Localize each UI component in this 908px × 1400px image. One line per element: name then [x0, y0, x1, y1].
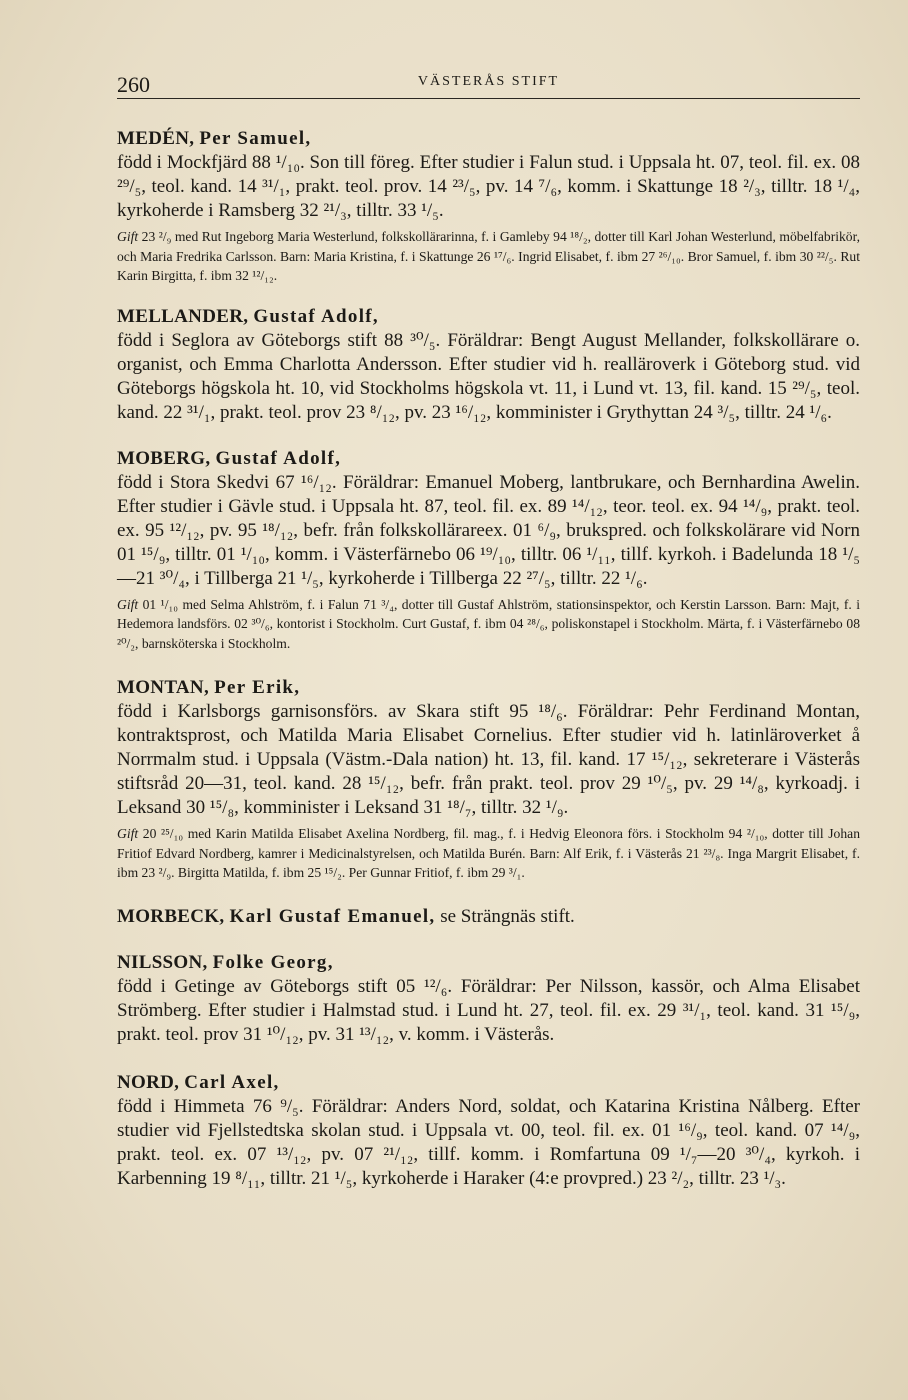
family-label: Gift [117, 826, 139, 841]
entry-name: NORD, Carl Axel, [117, 1071, 280, 1093]
entry-name: MORBECK, Karl Gustaf Emanuel, [117, 905, 436, 927]
family-label: Gift [117, 596, 139, 612]
entry-text: född i Mockfjärd 88 ¹/₁₀. Son till föreg. Efter studier i Falun stud. i Uppsala ht. 07, teol. fil. ex. 08 ²⁹/₅, teol. kand. 14 ³¹/₁, prakt. teol. prov. 14 ²³/₅, pv. 14 ⁷/₆, komm. i Skattunge 18 ²/₃, tilltr. 18 ¹/₄, kyrkoherde i Ramsberg 32 ²¹/₃, tilltr. 33 ¹/₅. [117, 152, 860, 221]
entry-family [117, 595, 860, 654]
entry-body [117, 951, 860, 1047]
entry-name: MONTAN, Per Erik, [117, 677, 301, 698]
entry-moberg [117, 447, 860, 654]
family-text: 20 ²⁵/₁₀ med Karin Matilda Elisabet Axelina Nordberg, fil. mag., f. i Hedvig Eleonora förs. i Stockholm 94 ²/₁₀, dotter till Johan Fritiof Edvard Nordberg, kamrer i Medicinalstyrelsen, och Matilda Burén. Barn: Alf Erik, f. i Västerås 21 ²³/₈. Inga Margrit Elisabet, f. ibm 23 ²/₉. Birgitta Matilda, f. ibm 25 ¹⁵/₂. Per Gunnar Fritiof, f. ibm 29 ³/₁. [117, 826, 860, 880]
entry-body [117, 305, 860, 425]
entry-name: NILSSON, Folke Georg, [117, 951, 334, 973]
entry-body [117, 1071, 860, 1191]
entry-morbeck [117, 905, 860, 929]
entry-name: MOBERG, Gustaf Adolf, [117, 447, 342, 469]
entry-text: född i Stora Skedvi 67 ¹⁶/₁₂. Föräldrar: Emanuel Moberg, lantbrukare, och Bernhardina Awelin. Efter studier i Gävle stud. i Uppsala ht. 87, teol. fil. ex. 89 ¹⁴/₁₂, teor. teol. ex. 94 ¹⁴/₉, prakt. teol. ex. 95 ¹²/₁₂, pv. 95 ¹⁸/₁₂, befr. från folkskollärareex. 01 ⁶/₉, brukspred. och folkskolärare vid Norn 01 ¹⁵/₉, tilltr. 01 ¹/₁₀, komm. i Västerfärnebo 06 ¹⁹/₁₀, tilltr. 06 ¹/₁₁, tillf. kyrkoh. i Badelunda 18 ¹/₅—21 ³⁰/₄, i Tillberga 21 ¹/₅, kyrkoherde i Tillberga 22 ²⁷/₅, tilltr. 22 ¹/₆. [117, 471, 860, 589]
entry-nord [117, 1071, 860, 1191]
entry-body [117, 676, 860, 820]
entries [117, 127, 860, 1191]
entry-nilsson [117, 951, 860, 1047]
page-number: 260 [117, 72, 150, 97]
family-text: 23 ²/₉ med Rut Ingeborg Maria Westerlund, folkskollärarinna, f. i Gamleby 94 ¹⁸/₂, dotter till Karl Johan Westerlund, möbelfabrikör, och Maria Fredrika Carlsson. Barn: Maria Kristina, f. i Skattunge 26 ¹⁷/₆. Ingrid Elisabet, f. ibm 27 ²⁶/₁₀. Bror Samuel, f. ibm 30 ²²/₅. Rut Karin Birgitta, f. ibm 32 ¹²/₁₂. [117, 229, 860, 283]
page-header [117, 70, 860, 99]
entry-body [117, 905, 860, 929]
entry-text: född i Seglora av Göteborgs stift 88 ³⁰/₅. Föräldrar: Bengt August Mellander, folkskollärare o. organist, och Emma Charlotta Andersson. Efter studier vid h. realläroverk i Göteborg stud. vid Göteborgs högskola ht. 10, vid Stockholms högskola vt. 11, i Lund vt. 13, fil. kand. 15 ²⁹/₅, teol. kand. 22 ³¹/₁, prakt. teol. prov 23 ⁸/₁₂, pv. 23 ¹⁶/₁₂, komminister i Grythyttan 24 ³/₅, tilltr. 24 ¹/₆. [117, 329, 860, 423]
entry-mellander [117, 305, 860, 425]
entry-montan [117, 676, 860, 883]
family-label: Gift [117, 229, 139, 244]
entry-name: MELLANDER, Gustaf Adolf, [117, 305, 379, 327]
running-title: VÄSTERÅS STIFT [417, 74, 560, 89]
entry-text: född i Himmeta 76 ⁹/₅. Föräldrar: Anders Nord, soldat, och Katarina Kristina Nålberg. Efter studier vid Fjellstedtska skolan stud. i Uppsala vt. 00, teol. fil. ex. 01 ¹⁶/₉, teol. kand. 07 ¹⁴/₉, prakt. teol. ex. 07 ¹³/₁₂, pv. 07 ²¹/₁₂, tillf. komm. i Romfartuna 09 ¹/₇—20 ³⁰/₄, kyrkoh. i Karbenning 19 ⁸/₁₁, tilltr. 21 ¹/₅, kyrkoherde i Haraker (4:e provpred.) 23 ²/₂, tilltr. 23 ¹/₃. [117, 1095, 860, 1189]
entry-text: född i Getinge av Göteborgs stift 05 ¹²/₆. Föräldrar: Per Nilsson, kassör, och Alma Elisabet Strömberg. Efter studier i Halmstad stud. i Lund ht. 27, teol. fil. ex. 29 ³¹/₁, teol. kand. 31 ¹⁵/₉, prakt. teol. prov 31 ¹⁰/₁₂, pv. 31 ¹³/₁₂, v. komm. i Västerås. [117, 975, 860, 1045]
entry-name: MEDÉN, Per Samuel, [117, 128, 312, 149]
entry-text: född i Karlsborgs garnisonsförs. av Skara stift 95 ¹⁸/₆. Föräldrar: Pehr Ferdinand Montan, kontraktsprost, och Matilda Maria Elisabet Cornelius. Efter studier vid h. latinläroverket å Norrmalm stud. i Uppsala (Västm.-Dala nation) ht. 13, fil. kand. 17 ¹⁵/₁₂, sekreterare i Västerås stiftsråd 20—31, teol. kand. 28 ¹⁵/₁₂, befr. från prakt. teol. prov 29 ¹⁰/₅, pv. 29 ¹⁴/₈, kyrkoadj. i Leksand 30 ¹⁵/₈, komminister i Leksand 31 ¹⁸/₇, tilltr. 32 ¹/₉. [117, 701, 860, 818]
entry-family [117, 824, 860, 883]
entry-body [117, 127, 860, 223]
entry-body [117, 447, 860, 591]
entry-meden [117, 127, 860, 286]
entry-family [117, 227, 860, 286]
family-text: 01 ¹/₁₀ med Selma Ahlström, f. i Falun 71 ³/₄, dotter till Gustaf Ahlström, stationsinspektor, och Kerstin Larsson. Barn: Majt, f. i Hedemora landsförs. 02 ³⁰/₆, kontorist i Stockholm. Curt Gustaf, f. ibm 04 ²⁸/₆, poliskonstapel i Stockholm. Märta, f. i Västerfärnebo 08 ²⁰/₂, barnsköterska i Stockholm. [117, 596, 860, 651]
entry-text: se Strängnäs stift. [440, 905, 575, 927]
